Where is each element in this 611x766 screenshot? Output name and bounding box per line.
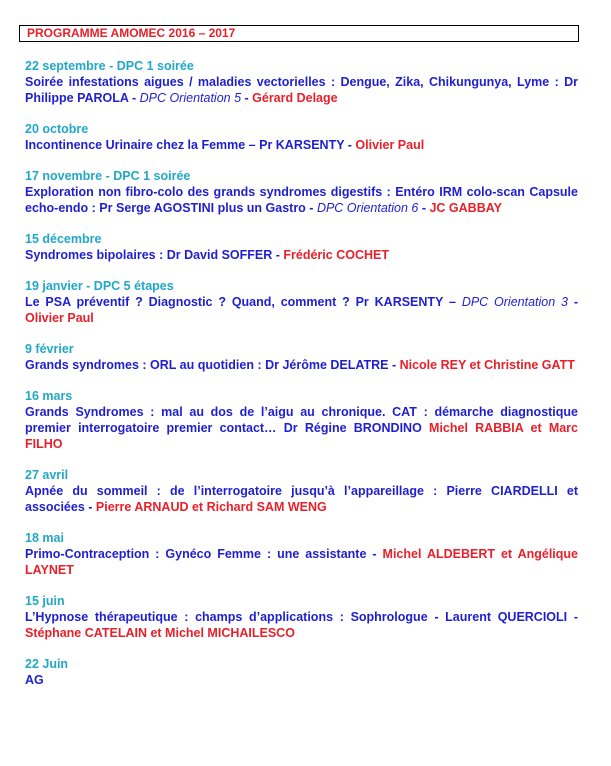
event-topic: Le PSA préventif ? Diagnostic ? Quand, comment ? Pr KARSENTY – (25, 295, 456, 309)
event-host: JC GABBAY (429, 201, 502, 215)
event-topic: AG (25, 673, 44, 687)
event-host: Gérard Delage (252, 91, 338, 105)
event-dpc: DPC Orientation 6 (316, 201, 419, 215)
event-item (25, 388, 578, 452)
event-topic: Grands Syndromes : mal au dos de l’aigu au chronique. CAT : démarche diagnostique premier interrogatoire premier contact… Dr Régine BRONDINO (25, 405, 578, 435)
event-item (25, 231, 578, 263)
event-item (25, 656, 578, 688)
event-dpc: DPC Orientation 3 (461, 295, 568, 309)
event-date: 9 février (25, 342, 74, 356)
event-date: 20 octobre (25, 122, 89, 136)
event-description: L’Hypnose thérapeutique : champs d’applications : Sophrologue - Laurent QUERCIOLI - Stéphane CATELAIN et Michel MICHAILESCO (25, 610, 578, 640)
event-topic: Syndromes bipolaires : Dr David SOFFER (25, 248, 273, 262)
event-description: Soirée infestations aigues / maladies vectorielles : Dengue, Zika, Chikungunya, Lyme : Dr Philippe PAROLA - DPC Orientation 5 - Gérard Delage (25, 75, 578, 105)
programme-title-box (19, 25, 579, 42)
event-item (25, 58, 578, 106)
event-description: Apnée du sommeil : de l’interrogatoire jusqu’à l’appareillage : Pierre CIARDELLI et associées - Pierre ARNAUD et Richard SAM WENG (25, 484, 578, 514)
event-date: 19 janvier - DPC 5 étapes (25, 279, 174, 293)
event-host: Michel RABBIA et Marc FILHO (25, 421, 578, 451)
event-list (25, 58, 578, 703)
event-item (25, 467, 578, 515)
event-description: Le PSA préventif ? Diagnostic ? Quand, comment ? Pr KARSENTY – DPC Orientation 3 - Olivier Paul (25, 295, 578, 325)
event-item (25, 121, 578, 153)
event-description (25, 404, 578, 452)
event-description: Incontinence Urinaire chez la Femme – Pr KARSENTY - Olivier Paul (25, 138, 425, 152)
event-date: 15 décembre (25, 232, 102, 246)
event-date: 17 novembre - DPC 1 soirée (25, 169, 191, 183)
event-topic: Exploration non fibro-colo des grands syndromes digestifs : Entéro IRM colo-scan Capsule echo-endo : Pr Serge AGOSTINI plus un Gastro (25, 185, 578, 215)
event-topic: Soirée infestations aigues / maladies vectorielles : Dengue, Zika, Chikungunya, Lyme : Dr Philippe PAROLA (25, 75, 578, 105)
event-item (25, 278, 578, 326)
event-dpc: DPC Orientation 5 (139, 91, 242, 105)
event-topic: Incontinence Urinaire chez la Femme – Pr KARSENTY (25, 138, 345, 152)
event-description: Primo-Contraception : Gynéco Femme : une assistante - Michel ALDEBERT et Angélique LAYNET (25, 547, 579, 577)
event-description: Syndromes bipolaires : Dr David SOFFER - Frédéric COCHET (25, 248, 389, 262)
event-topic: Grands syndromes : ORL au quotidien : Dr Jérôme DELATRE (25, 358, 389, 372)
event-item (25, 593, 578, 641)
programme-title: PROGRAMME AMOMEC 2016 – 2017 (27, 26, 236, 40)
event-date: 15 juin (25, 594, 65, 608)
event-item (25, 168, 578, 216)
event-item (25, 530, 578, 578)
event-date: 22 Juin (25, 657, 69, 671)
event-description: Exploration non fibro-colo des grands syndromes digestifs : Entéro IRM colo-scan Capsule echo-endo : Pr Serge AGOSTINI plus un Gastro - DPC Orientation 6 - JC GABBAY (25, 185, 578, 215)
event-date: 22 septembre - DPC 1 soirée (25, 59, 194, 73)
event-date: 27 avril (25, 468, 69, 482)
event-description: Grands syndromes : ORL au quotidien : Dr Jérôme DELATRE - Nicole REY et Christine GATT (25, 358, 575, 372)
event-description (25, 672, 578, 688)
event-item (25, 341, 578, 373)
event-host: Olivier Paul (25, 311, 94, 325)
event-topic: Apnée du sommeil : de l’interrogatoire jusqu’à l’appareillage : Pierre CIARDELLI et associées (25, 484, 578, 514)
event-host: Stéphane CATELAIN et Michel MICHAILESCO (25, 626, 295, 640)
event-host: Pierre ARNAUD et Richard SAM WENG (95, 500, 327, 514)
event-date: 16 mars (25, 389, 73, 403)
event-host: Frédéric COCHET (283, 248, 389, 262)
event-topic: L’Hypnose thérapeutique : champs d’applications : Sophrologue - Laurent QUERCIOLI (25, 610, 568, 624)
event-topic: Primo-Contraception : Gynéco Femme : une assistante (25, 547, 367, 561)
event-date: 18 mai (25, 531, 64, 545)
event-host: Olivier Paul (355, 138, 425, 152)
event-host: Michel ALDEBERT et Angélique LAYNET (25, 547, 579, 577)
event-host: Nicole REY et Christine GATT (399, 358, 575, 372)
